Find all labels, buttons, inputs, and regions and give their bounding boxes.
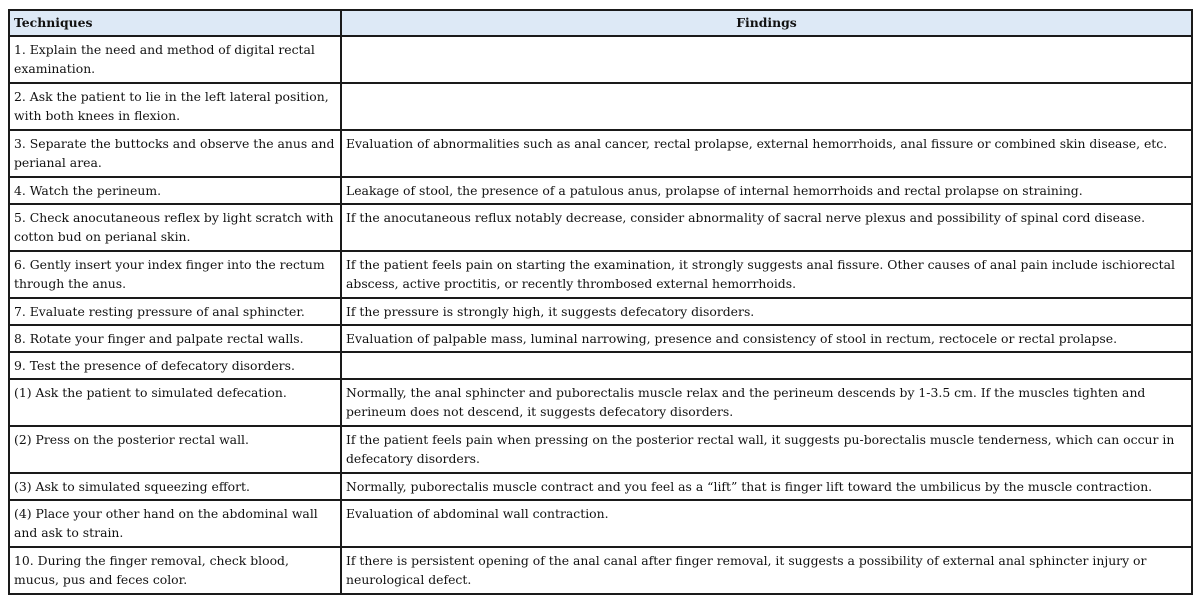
table-row [9, 547, 1192, 594]
technique-cell: (3) Ask to simulated squeezing effort. [9, 473, 341, 500]
finding-cell: Evaluation of abnormalities such as anal cancer, rectal prolapse, external hemorrhoids, anal fissure or combined skin disease, etc. [341, 130, 1192, 177]
table-row [9, 83, 1192, 130]
technique-cell: (1) Ask the patient to simulated defecation. [9, 379, 341, 426]
finding-cell: Evaluation of palpable mass, luminal narrowing, presence and consistency of stool in rectum, rectocele or rectal prolapse. [341, 325, 1192, 352]
table-row [9, 36, 1192, 83]
technique-cell: 8. Rotate your finger and palpate rectal walls. [9, 325, 341, 352]
table-header-row [9, 10, 1192, 36]
technique-cell: 9. Test the presence of defecatory disorders. [9, 352, 341, 379]
technique-cell: 4. Watch the perineum. [9, 177, 341, 204]
table-row [9, 500, 1192, 547]
technique-cell: (4) Place your other hand on the abdominal wall and ask to strain. [9, 500, 341, 547]
technique-cell: 1. Explain the need and method of digital rectal examination. [9, 36, 341, 83]
technique-cell: 7. Evaluate resting pressure of anal sphincter. [9, 298, 341, 325]
finding-cell: If the pressure is strongly high, it suggests defecatory disorders. [341, 298, 1192, 325]
table-row [9, 473, 1192, 500]
finding-cell [341, 83, 1192, 130]
table-row [9, 298, 1192, 325]
table-row [9, 251, 1192, 298]
technique-cell: 6. Gently insert your index finger into the rectum through the anus. [9, 251, 341, 298]
table-row [9, 325, 1192, 352]
finding-cell: Normally, puborectalis muscle contract and you feel as a “lift” that is finger lift toward the umbilicus by the muscle contraction. [341, 473, 1192, 500]
finding-cell: If the patient feels pain when pressing on the posterior rectal wall, it suggests pu-borectalis muscle tenderness, which can occur in defecatory disorders. [341, 426, 1192, 473]
finding-cell: If the patient feels pain on starting the examination, it strongly suggests anal fissure. Other causes of anal pain include ischiorectal abscess, active proctitis, or recently thrombosed external hemorrhoids. [341, 251, 1192, 298]
technique-cell: 2. Ask the patient to lie in the left lateral position, with both knees in flexion. [9, 83, 341, 130]
finding-cell: Evaluation of abdominal wall contraction. [341, 500, 1192, 547]
finding-cell: Normally, the anal sphincter and puborectalis muscle relax and the perineum descends by 1-3.5 cm. If the muscles tighten and perineum does not descend, it suggests defecatory disorders. [341, 379, 1192, 426]
finding-cell [341, 36, 1192, 83]
finding-cell: If the anocutaneous reflux notably decrease, consider abnormality of sacral nerve plexus and possibility of spinal cord disease. [341, 204, 1192, 251]
examination-table [8, 9, 1193, 595]
table-row [9, 177, 1192, 204]
table-row [9, 426, 1192, 473]
finding-cell: If there is persistent opening of the anal canal after finger removal, it suggests a possibility of external anal sphincter injury or neurological defect. [341, 547, 1192, 594]
technique-cell: (2) Press on the posterior rectal wall. [9, 426, 341, 473]
table-row [9, 130, 1192, 177]
table-container [8, 9, 1193, 595]
technique-cell: 3. Separate the buttocks and observe the anus and perianal area. [9, 130, 341, 177]
table-row [9, 204, 1192, 251]
technique-cell: 5. Check anocutaneous reflex by light scratch with cotton bud on perianal skin. [9, 204, 341, 251]
table-row [9, 352, 1192, 379]
table-row [9, 379, 1192, 426]
header-findings: Findings [341, 10, 1192, 36]
technique-cell: 10. During the finger removal, check blood, mucus, pus and feces color. [9, 547, 341, 594]
header-techniques: Techniques [9, 10, 341, 36]
finding-cell: Leakage of stool, the presence of a patulous anus, prolapse of internal hemorrhoids and rectal prolapse on straining. [341, 177, 1192, 204]
finding-cell [341, 352, 1192, 379]
